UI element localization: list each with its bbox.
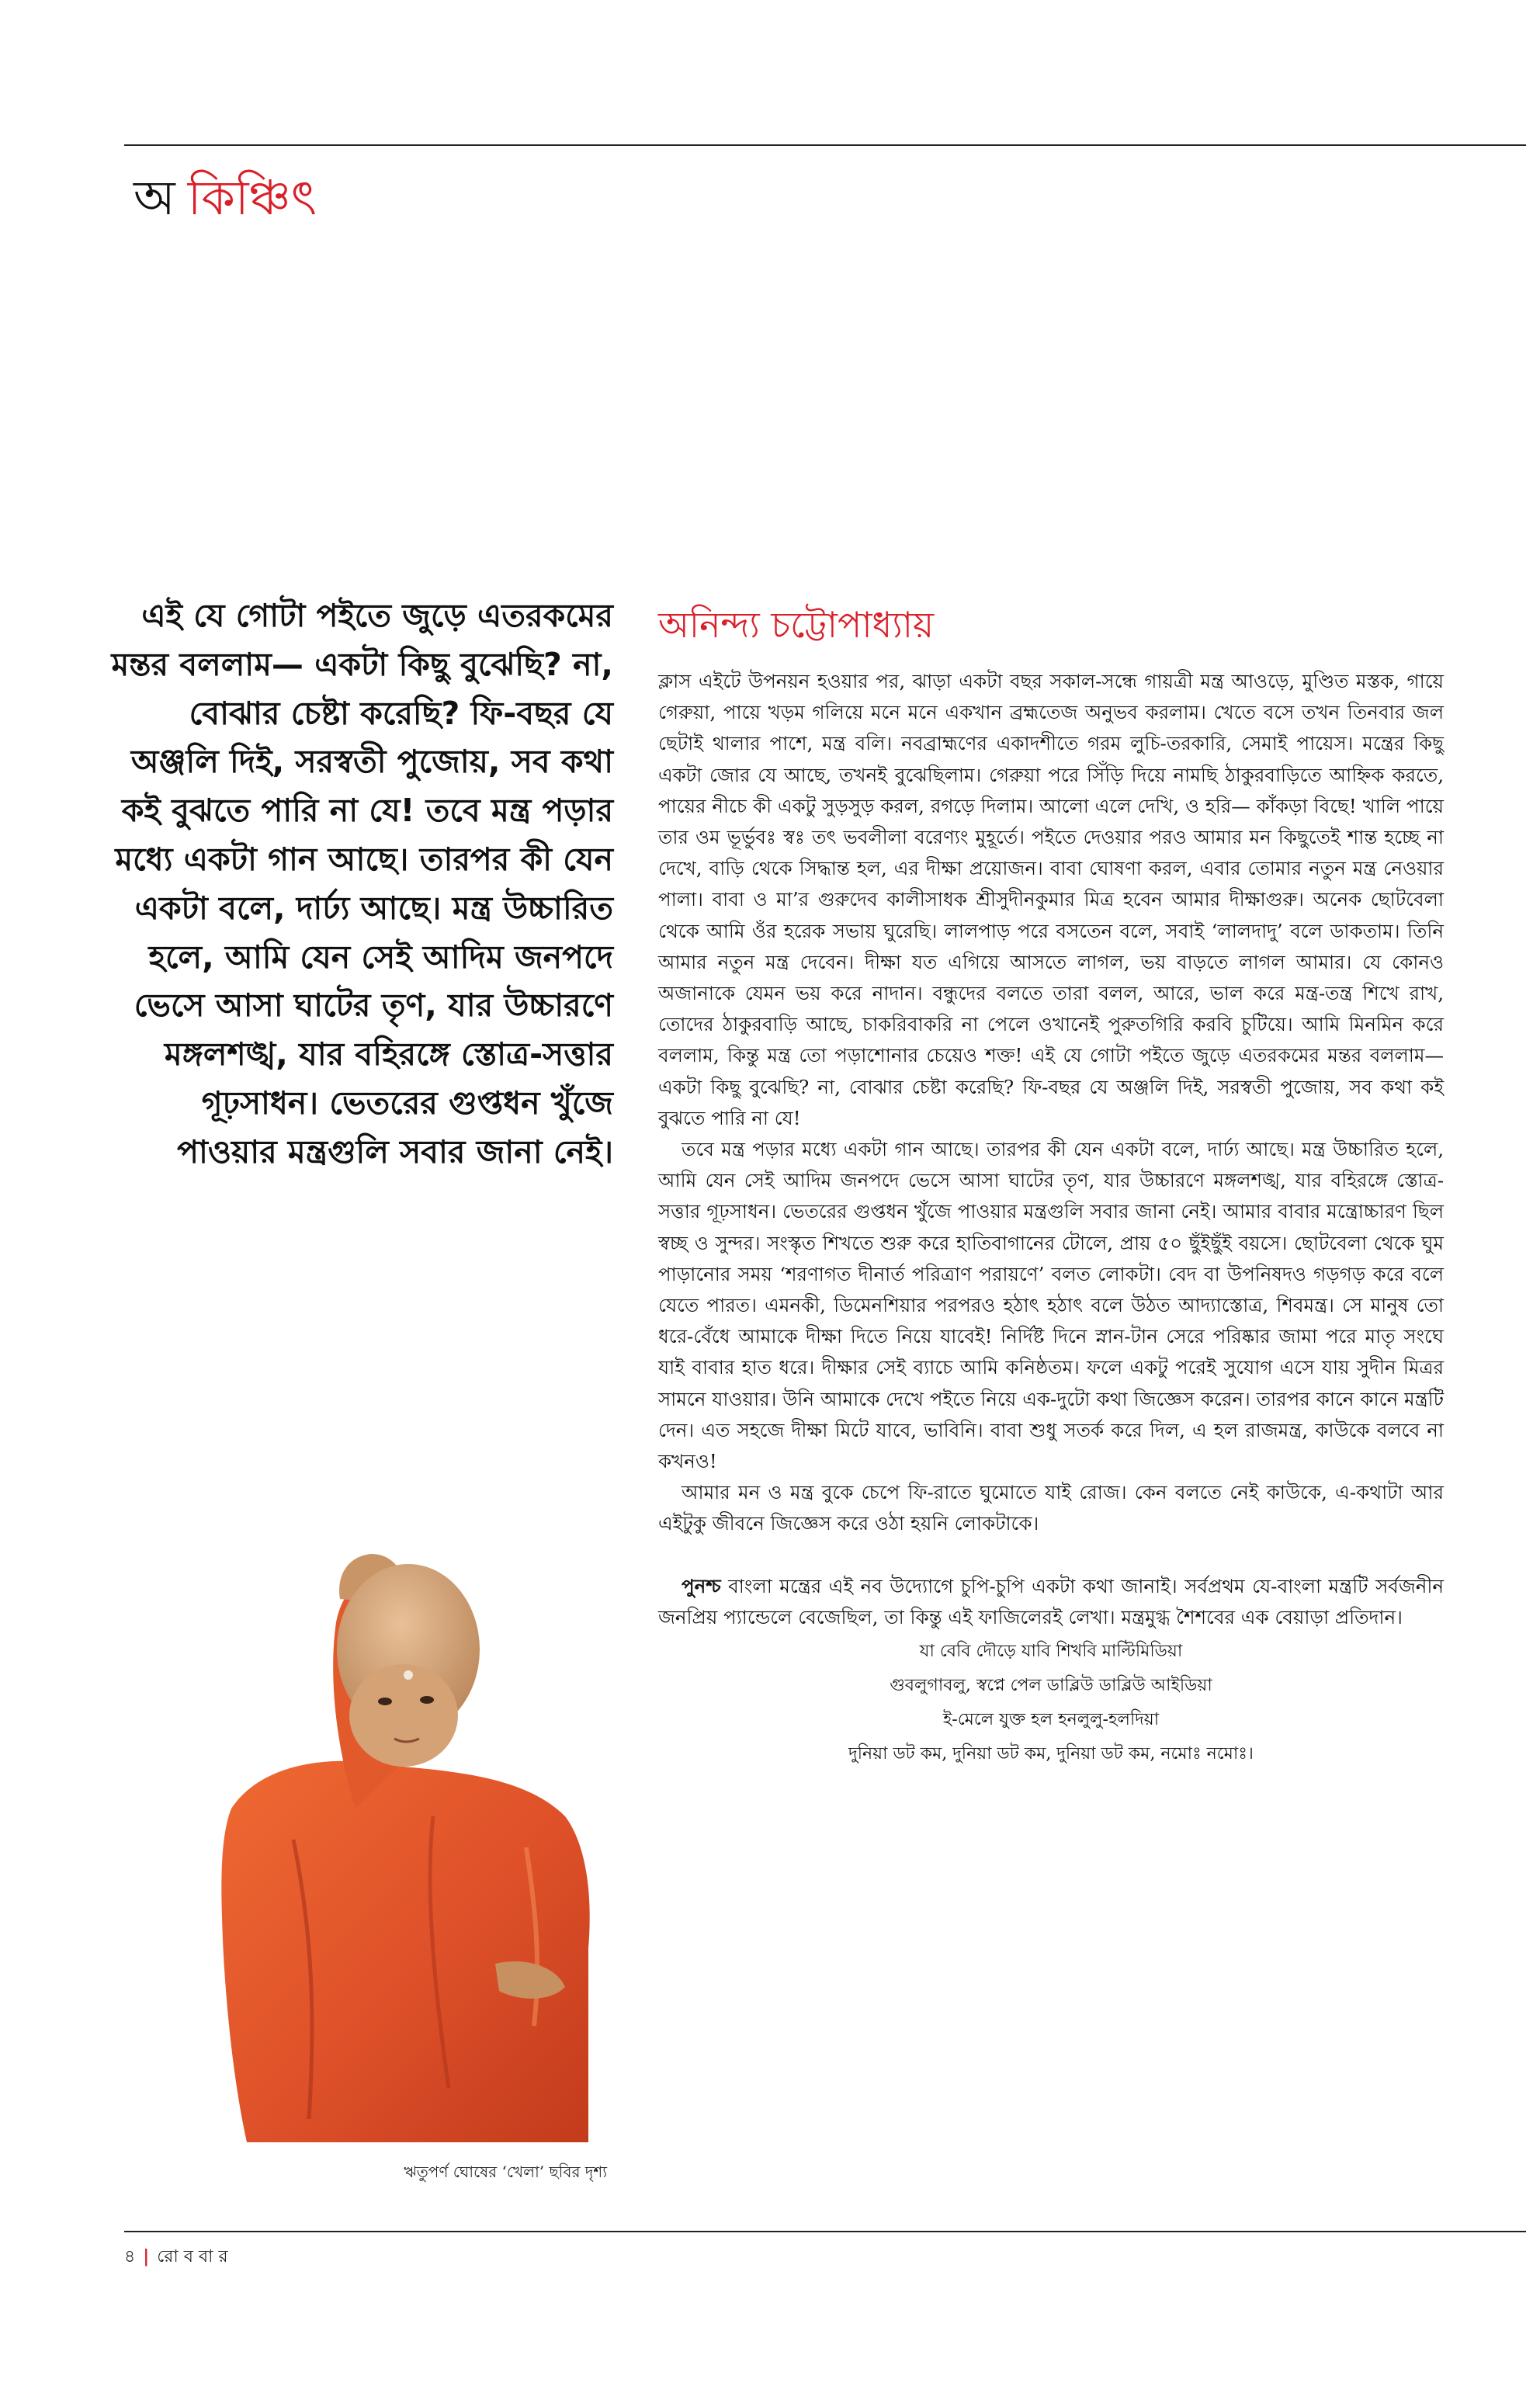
- verse-line: গুবলুগাবলু, স্বপ্নে পেল ডাব্লিউ ডাব্লিউ আইডিয়া: [890, 1676, 1212, 1696]
- folio-divider: |: [143, 2246, 150, 2266]
- article-paragraph-1: ক্লাস এইটে উপনয়ন হওয়ার পর, ঝাড়া একটা বছর সকাল-সন্ধে গায়ত্রী মন্ত্র আওড়ে, মুণ্ডিত মস্তক, গায়ে গেরুয়া, পায়ে খড়ম গলিয়ে মনে মনে একখান ব্রহ্মতেজ অনুভব করলাম। খেতে বসে তখন তিনবার জল ছেটাই থালার পাশে, মন্ত্র বলি। নবব্রাহ্মণের একাদশীতে গরম লুচি-তরকারি, সেমাই পায়েস। মন্ত্রের কিছু একটা জোর যে আছে, তখনই বুঝেছিলাম। গেরুয়া পরে সিঁড়ি দিয়ে নামছি ঠাকুরবাড়িতে আহ্নিক করতে, পায়ের নীচে কী একটু সুড়সুড় করল, রগড়ে দিলাম। আলো এলে দেখি, ও হরি— কাঁকড়া বিছে! খালি পায়ে তার ওম ভূর্ভুবঃ স্বঃ তৎ ভবলীলা বরেণ্যং মুহূর্তে। পইতে দেওয়ার পরও আমার মন কিছুতেই শান্ত হচ্ছে না দেখে, বাড়ি থেকে সিদ্ধান্ত হল, এর দীক্ষা প্রয়োজন। বাবা ঘোষণা করল, এবার তোমার নতুন মন্ত্র নেওয়ার পালা। বাবা ও মা’র গুরুদেব কালীসাধক শ্রীসুদীনকুমার মিত্র হবেন আমার দীক্ষাগুরু। অনেক ছোটবেলা থেকে আমি ওঁর হরেক সভায় ঘুরেছি। লালপাড় পরে বসতেন বলে, সবাই ‘লালদাদু’ বলে ডাকতাম। তিনি আমার নতুন মন্ত্র দেবেন। দীক্ষা যত এগিয়ে আসতে লাগল, ভয় বাড়তে লাগল আমার। যে কোনও অজানাকে যেমন ভয় করে নাদান। বন্ধুদের বলতে তারা বলল, আরে, ভাল করে মন্ত্র-তন্ত্র শিখে রাখ, তোদের ঠাকুরবাড়ি আছে, চাকরিবাকরি না পেলে ওখানেই পুরুতগিরি করবি চুটিয়ে। আমি মিনমিন করে বললাম, কিন্তু মন্ত্র তো পড়াশোনার চেয়েও শক্ত! এই যে গোটা পইতে জুড়ে এতরকমের মন্তর বললাম— একটা কিছু বুঝেছি? না, বোঝার চেষ্টা করেছি? ফি-বছর যে অঞ্জলি দিই, সরস্বতী পুজোয়, সব কথা কই বুঝতে পারি না যে!: [658, 670, 1444, 1129]
- section-header: [134, 167, 317, 229]
- footer-rule: [124, 2231, 1526, 2232]
- article-paragraph-3: আমার মন ও মন্ত্র বুকে চেপে ফি-রাতে ঘুমোতে যাই রোজ। কেন বলতে নেই কাউকে, এ-কথাটা আর এইটুকু জীবনে জিজ্ঞেস করে ওঠা হয়নি লোকটাকে।: [658, 1481, 1444, 1535]
- article-paragraph-2: তবে মন্ত্র পড়ার মধ্যে একটা গান আছে। তারপর কী যেন একটা বলে, দার্ঢ্য আছে। মন্ত্র উচ্চারিত হলে, আমি যেন সেই আদিম জনপদে ভেসে আসা ঘাটের তৃণ, যার উচ্চারণে মঙ্গলশঙ্খ, যার বহিরঙ্গে স্তোত্র-সত্তার গূঢ়সাধন। ভেতরের গুপ্তধন খুঁজে পাওয়ার মন্ত্রগুলি সবার জানা নেই। আমার বাবার মন্ত্রোচ্চারণ ছিল স্বচ্ছ ও সুন্দর। সংস্কৃত শিখতে শুরু করে হাতিবাগানের টোলে, প্রায় ৫০ ছুঁইছুঁই বয়সে। ছোটবেলা থেকে ঘুম পাড়ানোর সময় ‘শরণাগত দীনার্ত পরিত্রাণ পরায়ণে’ বলত লোকটা। বেদ বা উপনিষদও গড়গড় করে বলে যেতে পারত। এমনকী, ডিমেনশিয়ার পরপরও হঠাৎ হঠাৎ বলে উঠত আদ্যাস্তোত্র, শিবমন্ত্র। সে মানুষ তো ধরে-বেঁধে আমাকে দীক্ষা দিতে নিয়ে যাবেই! নির্দিষ্ট দিনে স্নান-টান সেরে পরিষ্কার জামা পরে মাতৃ সংঘে যাই বাবার হাত ধরে। দীক্ষার সেই ব্যাচে আমি কনিষ্ঠতম। ফলে একটু পরেই সুযোগ এসে যায় সুদীন মিত্রর সামনে যাওয়ার। উনি আমাকে দেখে পইতে নিয়ে এক-দুটো কথা জিজ্ঞেস করেন। তারপর কানে কানে মন্ত্রটি দেন। এত সহজে দীক্ষা মিটে যাবে, ভাবিনি। বাবা শুধু সতর্ক করে দিল, এ হল রাজমন্ত্র, কাউকে বলবে না কখনও!: [658, 1138, 1444, 1473]
- postscript: [658, 1571, 1444, 1633]
- section-title: কিঞ্চিৎ: [187, 169, 317, 226]
- postscript-label: পুনশ্চ: [682, 1574, 721, 1597]
- photo-illustration: [200, 1483, 607, 2142]
- photo-caption: ঋতুপর্ণ ঘোষের ‘খেলা’ ছবির দৃশ্য: [404, 2162, 607, 2181]
- magazine-name: রো ব বা র: [157, 2247, 228, 2266]
- section-prefix: অ: [134, 169, 175, 226]
- article-body: [658, 666, 1444, 1771]
- author-byline: অনিন্দ্য চট্টোপাধ্যায়: [658, 604, 935, 646]
- pull-quote: এই যে গোটা পইতে জুড়ে এতরকমের মন্তর বললাম— একটা কিছু বুঝেছি? না, বোঝার চেষ্টা করেছি? ফি-বছর যে অঞ্জলি দিই, সরস্বতী পুজোয়, সব কথা কই বুঝতে পারি না যে! তবে মন্ত্র পড়ার মধ্যে একটা গান আছে। তারপর কী যেন একটা বলে, দার্ঢ্য আছে। মন্ত্র উচ্চারিত হলে, আমি যেন সেই আদিম জনপদে ভেসে আসা ঘাটের তৃণ, যার উচ্চারণে মঙ্গলশঙ্খ, যার বহিরঙ্গে স্তোত্র-সত্তার গূঢ়সাধন। ভেতরের গুপ্তধন খুঁজে পাওয়ার মন্ত্রগুলি সবার জানা নেই।: [111, 597, 613, 1170]
- verse-line: ই-মেলে যুক্ত হল হনলুলু-হলদিয়া: [942, 1710, 1160, 1730]
- page-folio: [124, 2245, 228, 2269]
- postscript-text: বাংলা মন্ত্রের এই নব উদ্যোগে চুপি-চুপি একটা কথা জানাই। সর্বপ্রথম যে-বাংলা মন্ত্রটি সর্বজনীন জনপ্রিয় প্যান্ডেলে বেজেছিল, তা কিন্তু এই ফাজিলেরই লেখা। মন্ত্রমুগ্ধ শৈশবের এক বেয়াড়া প্রতিদান।: [658, 1574, 1444, 1628]
- verse-line: দুনিয়া ডট কম, দুনিয়া ডট কম, দুনিয়া ডট কম, নমোঃ নমোঃ।: [848, 1744, 1254, 1764]
- header-rule: [124, 144, 1526, 146]
- photo-boy-in-saffron: [200, 1483, 607, 2142]
- verse-block: [658, 1635, 1444, 1771]
- verse-line: যা বেবি দৌড়ে যাবি শিখবি মাল্টিমিডিয়া: [919, 1642, 1183, 1662]
- page-number: ৪: [124, 2247, 136, 2266]
